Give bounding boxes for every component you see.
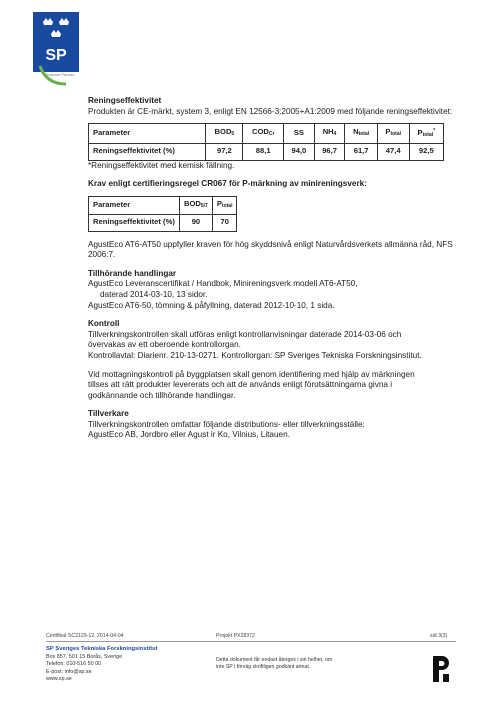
col-header: $NH_4$: [314, 124, 345, 144]
side-code: [20, 650, 26, 690]
footer-projekt: Projekt PX28372: [216, 633, 255, 639]
table-cell: 94,0: [284, 143, 315, 160]
tillverkare-line: Tillverkningskontrollen omfattar följande distributions- eller tillverkningsställe:: [88, 419, 365, 429]
certificate-content: [88, 96, 458, 441]
table-cell: 92,5: [409, 143, 443, 160]
footer-web: www.sp.se: [46, 676, 72, 683]
col-header: $BOD_5$: [206, 124, 243, 144]
param-header: Parameter: [89, 196, 180, 214]
heading-kontroll: Kontroll: [88, 319, 120, 329]
efficiency-table: [88, 123, 444, 161]
table-cell: 88,1: [243, 143, 284, 160]
col-header: $BOD_{5/7}$: [180, 196, 213, 214]
col-header: $N_{total}$: [345, 124, 377, 144]
p-mark-icon: [430, 654, 452, 684]
requirement-table: [88, 196, 237, 232]
kontroll-line: Vid mottagningskontroll på byggplatsen skall genom identifiering med hjälp av märkningen: [88, 369, 415, 379]
row-label: Reningseffektivitet (%): [89, 143, 206, 160]
logo-text: SP: [45, 47, 67, 64]
logo-tag-text: Science Partner: [46, 72, 75, 77]
table-cell: 96,7: [314, 143, 345, 160]
kontroll-line: Kontrollavtal: Diarienr. 210-13-0271. Kontrollorgan: SP Sveriges Tekniska Forskningsinstitut.: [88, 350, 422, 360]
table-cell: 90: [180, 214, 213, 231]
row-label: Reningseffektivitet (%): [89, 214, 180, 231]
footer-note: [216, 657, 332, 671]
kontroll-line: övervakas av ett oberoende kontrollorgan.: [88, 340, 241, 350]
footer-contact: [46, 646, 158, 684]
table-row: [89, 214, 237, 231]
footer-page-number: sid 3(3): [430, 633, 448, 639]
footer-org: SP Sveriges Tekniska Forskningsinstitut: [46, 646, 158, 652]
footer-note-line: Detta dokument får endast återges i sin helhet, om: [216, 657, 333, 663]
intro-text: Produkten är CE-märkt, system 3, enligt EN 12566-3:2005+A1:2009 med följande reningseffektivitet:: [88, 106, 453, 116]
kontroll-line: Tillverkningskontrollen skall utföras enligt kontrollanvisningar daterade 2014-03-06 och: [88, 329, 402, 339]
param-header: Parameter: [89, 124, 206, 144]
table-header-row: [89, 124, 444, 144]
handlingar-line: daterad 2014-03-10, 13 sidor.: [100, 289, 208, 299]
table-cell: 70: [212, 214, 237, 231]
col-header: $COD_{Cr}$: [243, 124, 284, 144]
kontroll-line: godkännande och tillhörande handlingar.: [88, 390, 236, 400]
heading-krav: Krav enligt certifieringsregel CR067 för P-märkning av minireningsverk:: [88, 179, 367, 189]
col-header: $P_{total}$: [377, 124, 409, 144]
tillverkare-line: AgustEco AB, Jordbro eller Agust ir Ko, Vilnius, Litauen.: [88, 430, 290, 440]
table-row: [89, 143, 444, 160]
krav-text: AgustEco AT6-AT50 uppfyller kraven för hög skyddsnivå enligt Naturvårdsverkets allmänna råd, NFS 2006:7.: [88, 239, 453, 260]
table-cell: 97,2: [206, 143, 243, 160]
heading-reningseffektivitet: Reningseffektivitet: [88, 96, 162, 105]
heading-handlingar: Tillhörande handlingar: [88, 268, 177, 278]
footer-phone: Telefon: 010-516 50 00: [46, 661, 102, 668]
table-cell: 61,7: [345, 143, 377, 160]
table-note: *Reningseffektivitet med kemisk fällning.: [88, 160, 235, 170]
heading-tillverkare: Tillverkare: [88, 409, 129, 419]
kontroll-line: tillses att rätt produkter levererats och att de används enligt förutsättningarna givna i: [88, 380, 393, 390]
table-cell: 47,4: [377, 143, 409, 160]
col-header: SS: [284, 124, 315, 144]
science-partner-mark: [36, 62, 80, 90]
handlingar-line: AgustEco Leveranscertifikat / Handbok, Minireningsverk modell AT6-AT50,: [88, 279, 358, 289]
col-header: $P_{total}$: [212, 196, 237, 214]
handlingar-line: AgustEco AT6-50, tömning & påfyllning, daterad 2012-10-10, 1 sida.: [88, 300, 335, 310]
col-header: $P_{total}^*$: [409, 124, 443, 144]
table-header-row: [89, 196, 237, 214]
footer-address: Box 857, 501 15 Borås, Sverige: [46, 653, 123, 660]
footer-email: E-post: info@sp.se: [46, 668, 92, 675]
footer-certifikat: Certifikat SC2129-12, 2014-04-04: [46, 633, 124, 639]
footer-divider: [46, 641, 456, 642]
footer-note-line: inte SP i förväg skriftligen godkänt annat.: [216, 664, 311, 670]
